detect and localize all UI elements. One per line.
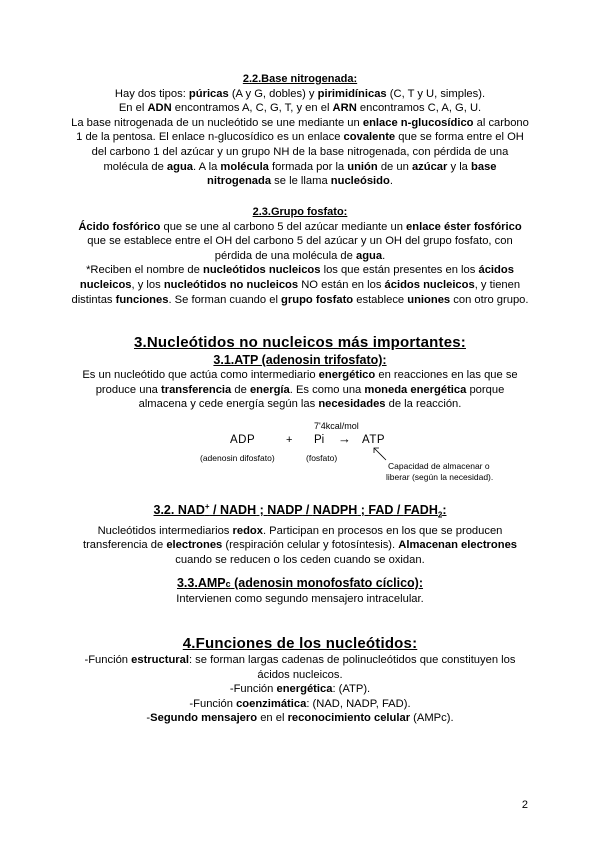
atp-term: ATP [362, 434, 386, 446]
section-base-nitrogenada [60, 72, 540, 189]
annotation-note: liberar (según la necesidad). [386, 472, 494, 482]
section-heading: 3.3.AMPc (adenosin monofosfato cíclico): [176, 576, 424, 590]
paragraph-line: ácidos nucleicos. [257, 668, 343, 681]
reaction-arrow: → [338, 431, 351, 446]
paragraph-line: -Función energética: (ATP). [229, 683, 371, 696]
paragraph-line: *Reciben el nombre de nucleótidos nucleicos los que están presentes en los ácidos [86, 264, 514, 277]
atp-equation [200, 419, 494, 483]
paragraph-line: molécula de agua. A la molécula formada por la unión de un azúcar y la base [103, 160, 497, 173]
section-nucleotidos-no-nucleicos [60, 334, 540, 412]
paragraph-line: Nucleótidos intermediarios redox. Participan en procesos en los que se producen [97, 524, 503, 537]
chapter-heading: 4.Funciones de los nucleótidos: [182, 635, 418, 652]
paragraph-line: Intervienen como segundo mensajero intracelular. [176, 593, 424, 605]
paragraph-line: distintas funciones. Se forman cuando el grupo fosfato establece uniones con otro grupo. [71, 293, 529, 306]
adp-term: ADP [230, 434, 256, 446]
section-heading: 3.2. NAD+ / NADH ; NADP / NADPH ; FAD / $FADH_2$: [153, 502, 447, 520]
paragraph-line: La base nitrogenada de un nucleótido se une mediante un enlace n-glucosídico al carbono [71, 116, 529, 129]
paragraph-line: Hay dos tipos: púricas (A y G, dobles) y pirimidínicas (C, T y U, simples). [114, 87, 486, 100]
section-nad [60, 499, 540, 567]
pi-term: Pi [314, 434, 325, 446]
paragraph-line: En el ADN encontramos A, C, G, T, y en el ARN encontramos C, A, G, U. [118, 102, 482, 115]
paragraph-line: -Función coenzimática: (NAD, NADP, FAD). [189, 697, 411, 710]
chapter-heading: 3.Nucleótidos no nucleicos más importantes: [133, 334, 466, 351]
paragraph-line: que se establece entre el OH del carbono 5 del azúcar y un OH del grupo fosfato, con [87, 235, 513, 248]
paragraph-line: almacena y cede energía según las necesidades de la reacción. [138, 398, 462, 411]
section-heading: 2.3.Grupo fosfato: [252, 206, 348, 218]
paragraph-line: Es un nucleótido que actúa como intermediario energético en reacciones en las que se [82, 369, 518, 381]
annotation-note: Capacidad de almacenar o [388, 461, 490, 471]
paragraph-line: 1 de la pentosa. El enlace n-glucosídico es un enlace covalente que se forma entre el OH [76, 131, 524, 144]
section-heading: 2.2.Base nitrogenada: [242, 73, 358, 85]
adp-caption: (adenosin difosfato) [200, 453, 275, 463]
pi-caption: (fosfato) [306, 453, 338, 463]
section-heading: 3.1.ATP (adenosin trifosfato): [213, 353, 387, 367]
energy-label: 7'4kcal/mol [314, 421, 359, 431]
page-number: 2 [521, 799, 528, 811]
paragraph-line: nitrogenada se le llama nucleósido. [207, 175, 393, 188]
paragraph-line: pérdida de una molécula de agua. [214, 249, 386, 262]
section-grupo-fosfato [60, 205, 540, 307]
paragraph-line: transferencia de electrones (respiración celular y fotosíntesis). Almacenan electrones [82, 539, 518, 552]
paragraph-line: -Segundo mensajero en el reconocimiento celular (AMPc). [146, 712, 454, 725]
paragraph-line: Ácido fosfórico que se une al carbono 5 del azúcar mediante un enlace éster fosfórico [78, 220, 522, 233]
section-ampc [60, 575, 540, 607]
plus-sign: + [286, 434, 293, 446]
paragraph-line: del carbono 1 del azúcar y un grupo NH de la base nitrogenada, con pérdida de una [91, 145, 509, 158]
section-funciones [60, 635, 540, 726]
paragraph-line: produce una transferencia de energía. Es como una moneda energética porque [95, 383, 505, 396]
paragraph-line: cuando se reducen o los ceden cuando se oxidan. [175, 553, 425, 566]
paragraph-line: -Función estructural: se forman largas cadenas de polinucleótidos que constituyen los [84, 654, 516, 666]
paragraph-line: nucleicos, y los nucleótidos no nucleicos NO están en los ácidos nucleicos, y tienen [79, 278, 521, 291]
